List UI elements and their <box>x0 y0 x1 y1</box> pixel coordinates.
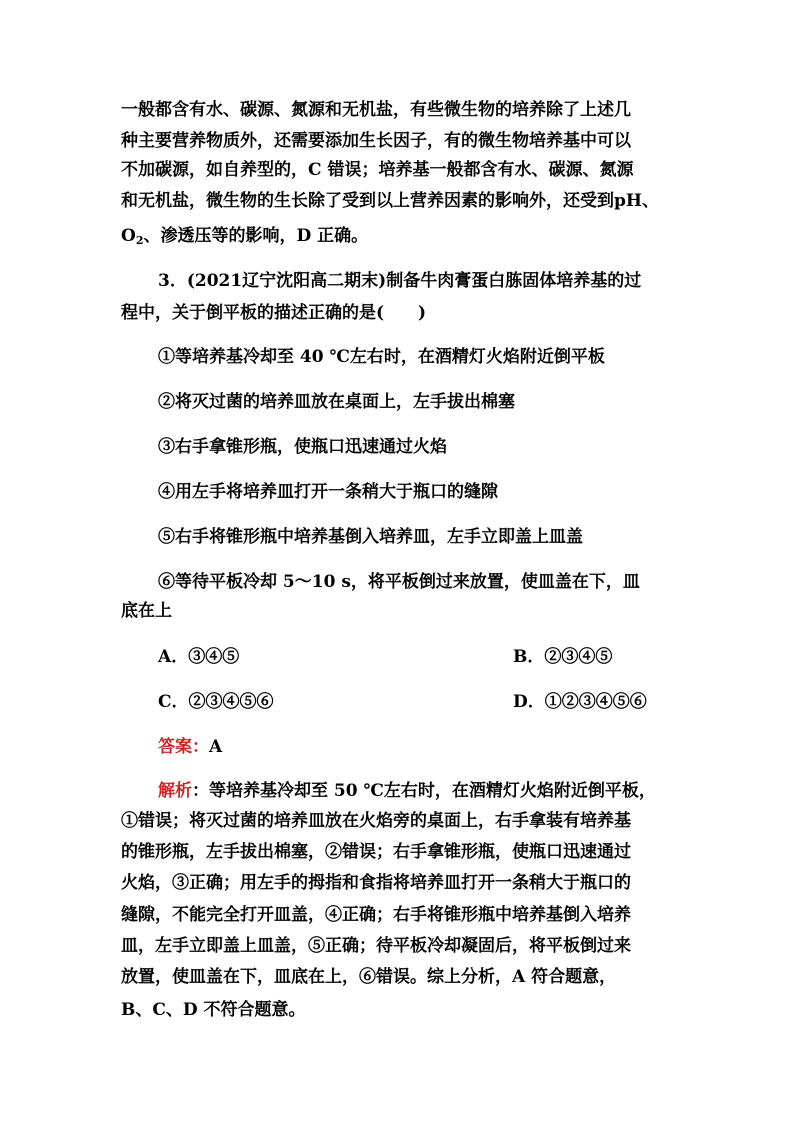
analysis-line-1-text: ：等培养基冷却至 50 ℃左右时，在酒精灯火焰附近倒平板， <box>192 781 656 801</box>
analysis-line-3: 的锥形瓶，左手拔出棉塞，②错误；右手拿锥形瓶，使瓶口迅速通过 <box>121 842 631 862</box>
analysis-line-8: B、C、D 不符合题意。 <box>121 1000 306 1020</box>
analysis-label: 解析 <box>158 781 192 801</box>
statement-3: ③右手拿锥形瓶，使瓶口迅速通过火焰 <box>158 437 447 457</box>
question-stem-line-1: 3．(2021辽宁沈阳高二期末)制备牛肉膏蛋白胨固体培养基的过 <box>158 271 642 291</box>
prev-answer-line-4: 和无机盐，微生物的生长除了受到以上营养因素的影响外，还受到pH、 <box>121 191 659 211</box>
statement-2: ②将灭过菌的培养皿放在桌面上，左手拔出棉塞 <box>158 392 515 412</box>
statement-6: ⑥等待平板冷却 5～10 s，将平板倒过来放置，使皿盖在下，皿 <box>158 572 640 592</box>
analysis-line-1 <box>158 780 656 802</box>
answer-value: A <box>209 737 223 757</box>
statement-5: ⑤右手将锥形瓶中培养基倒入培养皿，左手立即盖上皿盖 <box>158 527 583 547</box>
analysis-line-4: 火焰，③正确；用左手的拇指和食指将培养皿打开一条稍大于瓶口的 <box>121 873 631 893</box>
option-c: C．②③④⑤⑥ <box>158 692 274 712</box>
prev-answer-line-5 <box>121 225 368 252</box>
analysis-line-7: 放置，使皿盖在下，皿底在上，⑥错误。综上分析，A 符合题意， <box>121 967 617 987</box>
answer-label: 答案： <box>158 737 209 757</box>
option-d: D．①②③④⑤⑥ <box>513 692 647 712</box>
statement-4: ④用左手将培养皿打开一条稍大于瓶口的缝隙 <box>158 482 498 502</box>
prev-answer-line-2: 种主要营养物质外，还需要添加生长因子，有的微生物培养基中可以 <box>121 131 631 151</box>
statement-6-continued: 底在上 <box>121 601 172 621</box>
question-stem-line-2: 程中，关于倒平板的描述正确的是( ) <box>121 303 427 323</box>
statement-1: ①等培养基冷却至 40 ℃左右时，在酒精灯火焰附近倒平板 <box>158 347 605 367</box>
prev-answer-line-1: 一般都含有水、碳源、氮源和无机盐，有些微生物的培养除了上述几 <box>121 100 631 120</box>
analysis-line-5: 缝隙，不能完全打开皿盖，④正确；右手将锥形瓶中培养基倒入培养 <box>121 905 631 925</box>
o2-subscript: 2 <box>135 234 144 247</box>
prev-answer-line-5-text: 、渗透压等的影响，D 正确。 <box>143 226 369 246</box>
o2-symbol: O <box>121 226 136 246</box>
answer-line <box>158 736 222 758</box>
option-a: A．③④⑤ <box>158 647 240 667</box>
analysis-line-2: ①错误；将灭过菌的培养皿放在火焰旁的桌面上，右手拿装有培养基 <box>121 811 631 831</box>
option-b: B．②③④⑤ <box>513 647 613 667</box>
analysis-line-6: 皿，左手立即盖上皿盖，⑤正确；待平板冷却凝固后，将平板倒过来 <box>121 936 631 956</box>
prev-answer-line-3: 不加碳源，如自养型的，C 错误；培养基一般都含有水、碳源、氮源 <box>121 160 634 180</box>
